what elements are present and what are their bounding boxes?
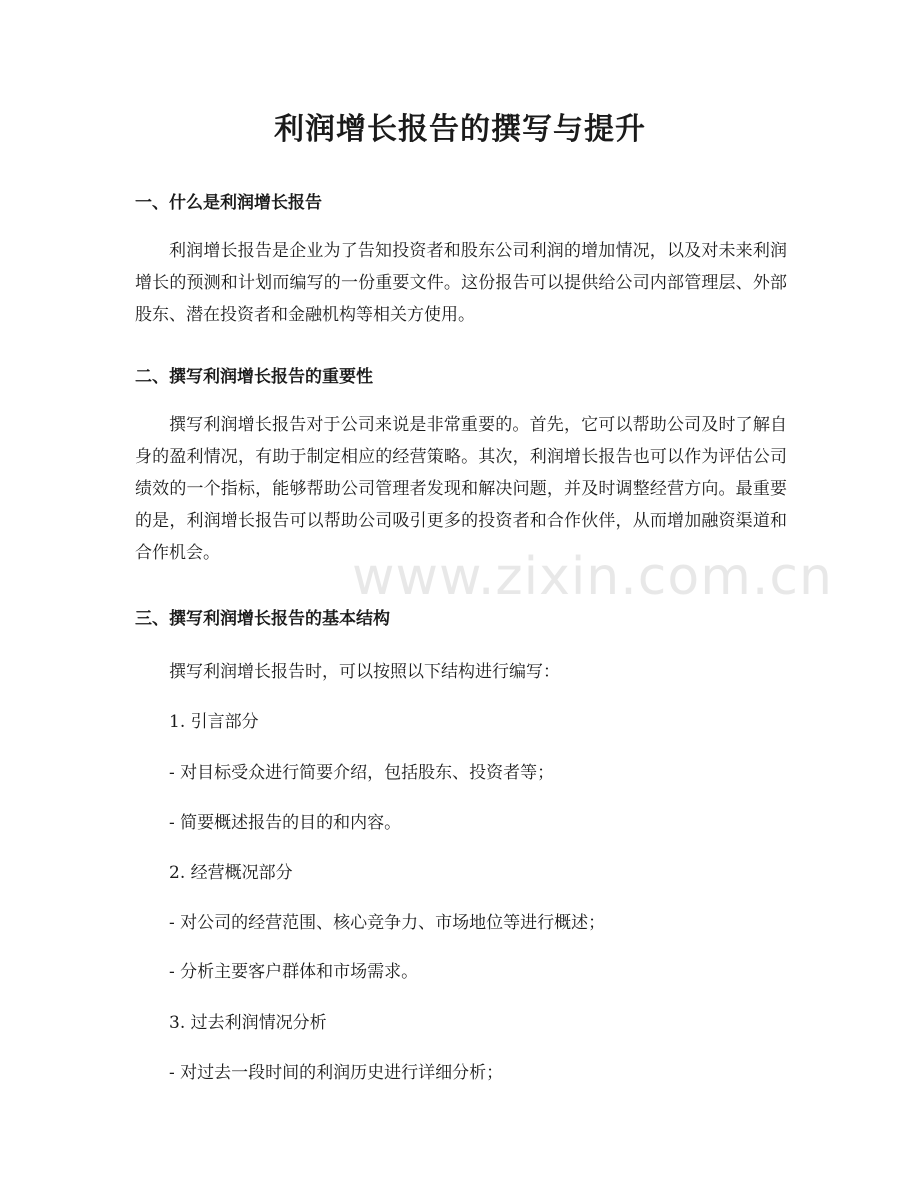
list-item: - 分析主要客户群体和市场需求。	[169, 962, 419, 982]
list-item: 1. 引言部分	[169, 712, 259, 732]
section-heading-1: 一、什么是利润增长报告	[135, 193, 322, 213]
list-item: 2. 经营概况部分	[169, 863, 293, 883]
list-item: - 对目标受众进行简要介绍，包括股东、投资者等；	[169, 763, 555, 783]
section-heading-3: 三、撰写利润增长报告的基本结构	[135, 609, 390, 629]
document-title: 利润增长报告的撰写与提升	[274, 112, 646, 147]
section-paragraph-1: 利润增长报告是企业为了告知投资者和股东公司利润的增加情况，以及对未来利润增长的预测和计划而编写的一份重要文件。这份报告可以提供给公司内部管理层、外部股东、潜在投资者和金融机构等相关方使用。	[135, 241, 787, 325]
list-item: - 对公司的经营范围、核心竞争力、市场地位等进行概述；	[169, 913, 606, 933]
section-heading-2: 二、撰写利润增长报告的重要性	[135, 367, 373, 387]
list-item: - 简要概述报告的目的和内容。	[169, 813, 402, 833]
watermark: www.zixin.com.cn	[352, 547, 833, 607]
list-item: 3. 过去利润情况分析	[169, 1013, 327, 1033]
list-item: - 对过去一段时间的利润历史进行详细分析；	[169, 1063, 504, 1083]
section-paragraph-2: 撰写利润增长报告对于公司来说是非常重要的。首先，它可以帮助公司及时了解自身的盈利情况，有助于制定相应的经营策略。其次，利润增长报告也可以作为评估公司绩效的一个指标，能够帮助公司管理者发现和解决问题，并及时调整经营方向。最重要的是，利润增长报告可以帮助公司吸引更多的投资者和合作伙伴，从而增加融资渠道和合作机会。	[135, 415, 787, 563]
structure-intro-line: 撰写利润增长报告时，可以按照以下结构进行编写：	[169, 662, 560, 682]
